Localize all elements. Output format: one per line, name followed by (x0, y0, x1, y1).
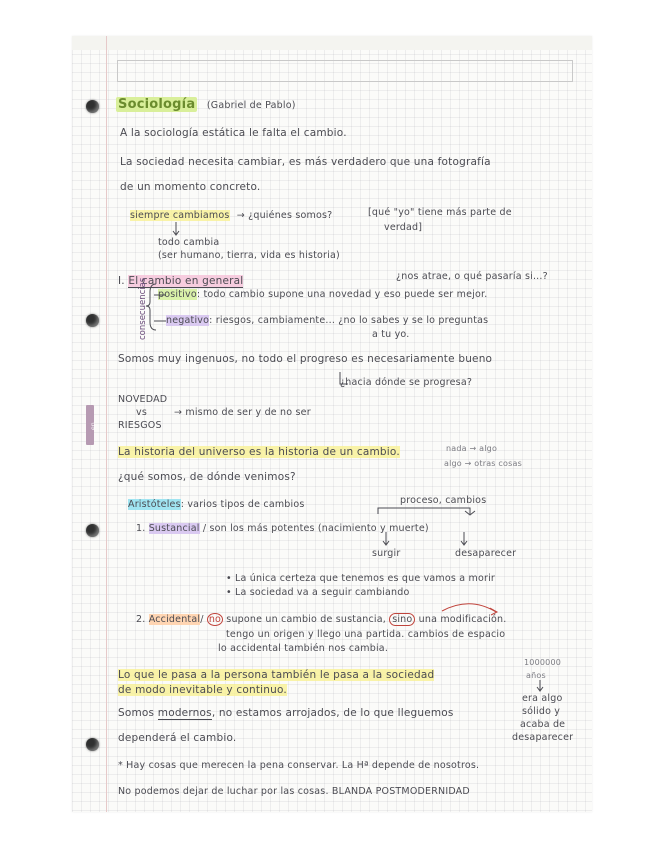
note-line (130, 209, 332, 223)
note-line: desaparecer (455, 548, 517, 559)
note-line: NOVEDAD (118, 394, 168, 405)
note-line: * Hay cosas que merecen la pena conservar. La Hª depende de nosotros. (118, 760, 480, 771)
bullet-item: • La sociedad va a seguir cambiando (226, 587, 410, 598)
side-note: nada → algo (446, 444, 498, 453)
note-line: proceso, cambios (400, 495, 487, 506)
note-line (118, 706, 454, 720)
note-line: Somos muy ingenuos, no todo el progreso es necesariamente bueno (118, 353, 493, 365)
substantial-label: Sustancial (148, 523, 200, 534)
item-number: 1. (136, 523, 146, 534)
note-text: una modificación. (418, 614, 507, 625)
side-note: 1000000 (524, 658, 562, 667)
side-note: sólido y (522, 706, 561, 717)
binder-hole (86, 524, 99, 537)
note-text: → ¿quiénes somos? (236, 210, 333, 221)
highlight-text: La historia del universo es la historia de un cambio. (118, 446, 400, 458)
note-line: No podemos dejar de luchar por las cosas. BLANDA POSTMODERNIDAD (118, 786, 470, 797)
circled-word: no (208, 614, 222, 625)
note-bracket: [qué "yo" tiene más parte de (368, 207, 512, 218)
note-line: La sociedad necesita cambiar, es más verdadero que una fotografía (120, 156, 491, 168)
note-line (118, 683, 287, 697)
negative-label: negativo (166, 315, 210, 326)
note-line: a tu yo. (372, 329, 410, 340)
note-text: / son los más potentes (nacimiento y muerte) (202, 523, 429, 534)
heading (116, 98, 296, 113)
aristotle-label: Aristóteles (128, 499, 181, 510)
binder-hole (86, 314, 99, 327)
note-text: : varios tipos de cambios (180, 499, 305, 510)
side-note: años (526, 671, 546, 680)
vertical-label: consecuencias (138, 277, 148, 340)
side-note: algo → otras cosas (444, 459, 522, 468)
note-line: dependerá el cambio. (118, 732, 237, 744)
side-note: acaba de (520, 719, 566, 730)
note-text: : todo cambio supone una novedad y eso puede ser mejor. (196, 289, 488, 300)
highlight-text: siempre cambiamos (130, 210, 230, 221)
binder-hole (86, 738, 99, 751)
note-line (118, 445, 400, 459)
header-box (117, 60, 573, 82)
margin-line (106, 36, 107, 812)
note-text: , no estamos arrojados, de lo que lleguemos (211, 707, 454, 719)
section-number: I. (118, 275, 125, 287)
note-line (118, 668, 434, 682)
note-text: Somos (118, 707, 155, 719)
note-line: (ser humano, tierra, vida es historia) (158, 250, 340, 261)
note-line: ¿qué somos, de dónde venimos? (118, 471, 296, 483)
note-line: → mismo de ser y de no ser (174, 407, 311, 418)
accidental-label: Accidental (148, 614, 201, 625)
highlight-text: de modo inevitable y continuo. (118, 684, 287, 696)
note-line (136, 522, 429, 536)
note-line: ¿nos atrae, o qué pasaría si...? (396, 271, 548, 282)
note-line: A la sociología estática le falta el cambio. (120, 127, 347, 139)
page-top-band (72, 36, 592, 50)
tab-label: en (90, 422, 97, 430)
note-line: lo accidental también nos cambia. (218, 643, 389, 654)
section-heading (118, 274, 243, 288)
note-line (166, 314, 488, 328)
side-note: era algo (522, 693, 563, 704)
note-line: ¿hacia dónde se progresa? (340, 377, 473, 388)
note-line (128, 498, 305, 512)
author: (Gabriel de Pablo) (206, 100, 296, 111)
section-title: El cambio en general (128, 275, 244, 287)
highlight-text: Lo que le pasa a la persona también le pasa a la sociedad (118, 669, 435, 681)
note-line: vs (136, 407, 147, 418)
bullet-item: • La única certeza que tenemos es que vamos a morir (226, 573, 496, 584)
note-bracket: verdad] (384, 222, 423, 233)
binder-hole (86, 100, 99, 113)
note-line: surgir (372, 548, 401, 559)
note-text: supone un cambio de sustancia, (226, 614, 386, 625)
note-text: : riesgos, cambiamente... ¿no lo sabes y se lo preguntas (209, 315, 489, 326)
note-line (158, 288, 487, 302)
item-number: 2. (136, 614, 146, 625)
side-note: desaparecer (512, 732, 574, 743)
underlined-word: modernos (157, 707, 212, 719)
note-line: tengo un origen y llego una partida. cambios de espacio (226, 629, 506, 640)
note-line: RIESGOS (118, 420, 162, 431)
positive-label: positivo (158, 289, 197, 300)
note-line: 2. Accidental/ no supone un cambio de sustancia, sino una modificación. (136, 614, 507, 625)
page-title: Sociología (118, 97, 196, 112)
circled-word: sino (389, 613, 415, 626)
note-line: de un momento concreto. (120, 181, 261, 193)
note-line: todo cambia (158, 237, 220, 248)
